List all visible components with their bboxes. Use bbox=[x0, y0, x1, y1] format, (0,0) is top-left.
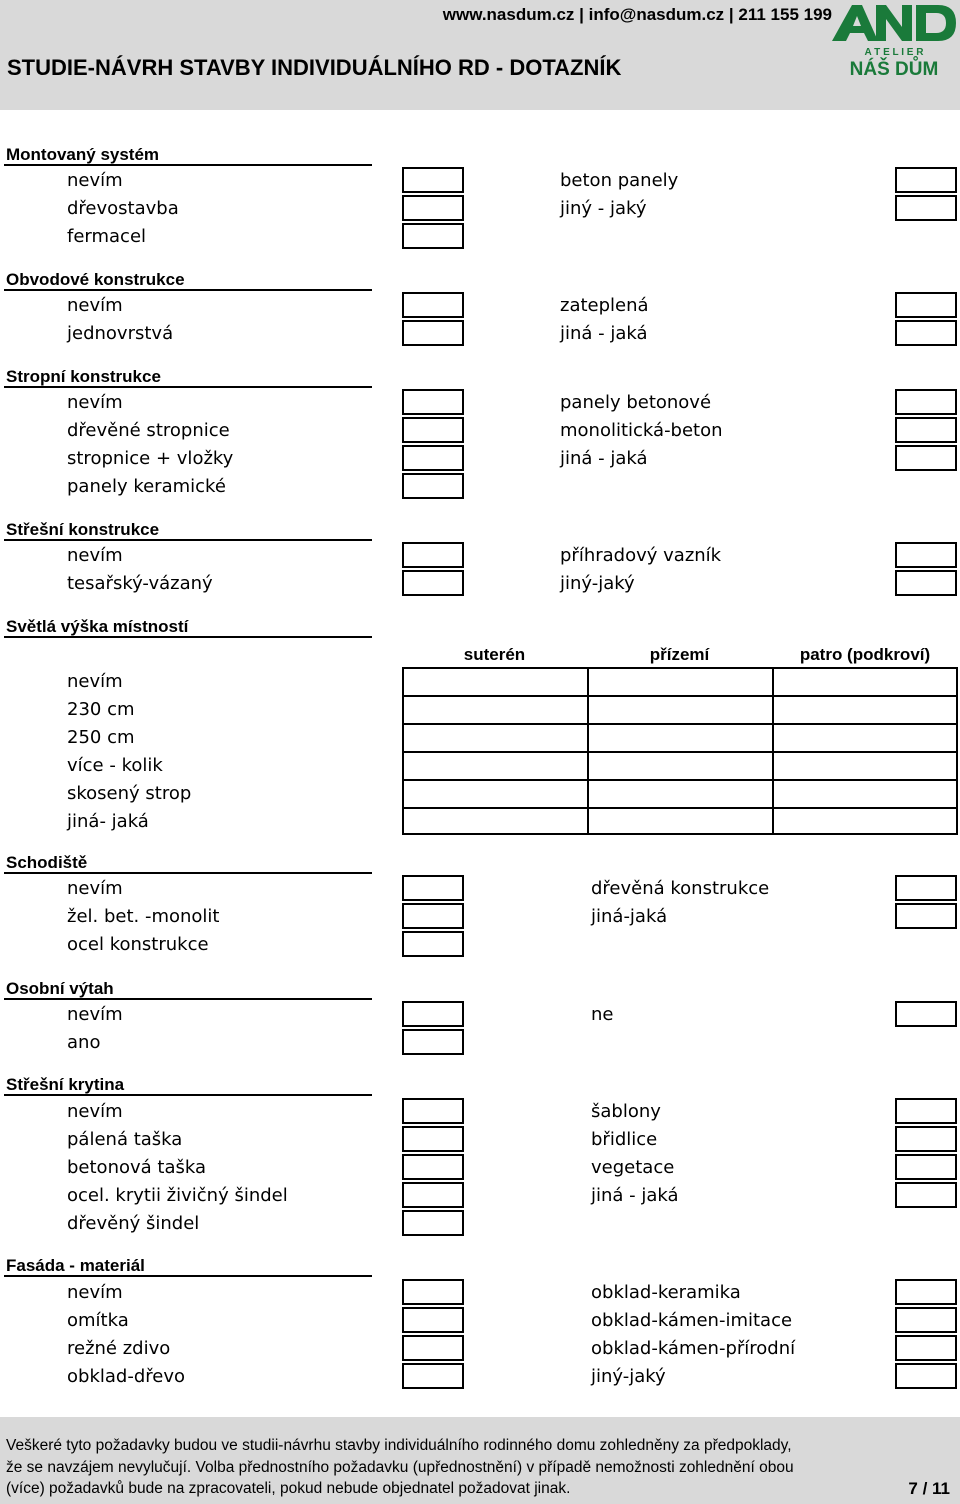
section-underline bbox=[4, 998, 372, 1000]
column-header-prizemi: přízemí bbox=[649, 645, 710, 664]
option-label: beton panely bbox=[560, 170, 679, 191]
checkbox[interactable] bbox=[895, 195, 957, 221]
checkbox[interactable] bbox=[402, 1307, 464, 1333]
section-underline bbox=[4, 164, 372, 166]
section-title-montovany: Montovaný systém bbox=[6, 145, 160, 164]
option-label: dřevěná konstrukce bbox=[591, 878, 770, 899]
option-label: šablony bbox=[591, 1101, 661, 1122]
option-label: fermacel bbox=[67, 226, 147, 247]
checkbox[interactable] bbox=[402, 445, 464, 471]
section-title-fasada: Fasáda - materiál bbox=[6, 1256, 145, 1275]
height-cell[interactable] bbox=[402, 807, 589, 835]
checkbox[interactable] bbox=[895, 1307, 957, 1333]
option-label: nevím bbox=[67, 295, 123, 316]
option-label: jiná-jaká bbox=[591, 906, 668, 927]
row-label: nevím bbox=[67, 671, 123, 692]
option-label: nevím bbox=[67, 1101, 123, 1122]
option-label: ocel. krytii živičný šindel bbox=[67, 1185, 288, 1206]
option-label: nevím bbox=[67, 545, 123, 566]
section-underline bbox=[4, 386, 372, 388]
option-label: obklad-dřevo bbox=[67, 1366, 185, 1387]
page-title: STUDIE-NÁVRH STAVBY INDIVIDUÁLNÍHO RD - DOTAZNÍK bbox=[7, 55, 622, 80]
checkbox[interactable] bbox=[402, 1029, 464, 1055]
checkbox[interactable] bbox=[402, 292, 464, 318]
row-label: více - kolik bbox=[67, 755, 163, 776]
checkbox[interactable] bbox=[895, 1154, 957, 1180]
section-title-obvodove: Obvodové konstrukce bbox=[6, 270, 185, 289]
checkbox[interactable] bbox=[895, 1126, 957, 1152]
option-label: žel. bet. -monolit bbox=[67, 906, 220, 927]
row-label: 230 cm bbox=[67, 699, 135, 720]
section-underline bbox=[4, 289, 372, 291]
option-label: nevím bbox=[67, 1282, 123, 1303]
checkbox[interactable] bbox=[895, 389, 957, 415]
height-cell[interactable] bbox=[402, 779, 589, 809]
option-label: tesařský-vázaný bbox=[67, 573, 213, 594]
footer-note-line: Veškeré tyto požadavky budou ve studii-návrhu stavby individuálního rodinného domu zohledněny za předpoklady, bbox=[6, 1437, 792, 1454]
height-cell[interactable] bbox=[587, 695, 774, 725]
section-title-schodiste: Schodiště bbox=[6, 853, 88, 872]
checkbox[interactable] bbox=[402, 1279, 464, 1305]
checkbox[interactable] bbox=[895, 1363, 957, 1389]
option-label: panely betonové bbox=[560, 392, 712, 413]
option-label: ano bbox=[67, 1032, 101, 1053]
height-cell[interactable] bbox=[402, 751, 589, 781]
section-title-vyska: Světlá výška místností bbox=[6, 617, 189, 636]
column-header-patro: patro (podkroví) bbox=[799, 645, 931, 664]
height-cell[interactable] bbox=[587, 667, 774, 697]
checkbox[interactable] bbox=[402, 903, 464, 929]
height-cell[interactable] bbox=[772, 751, 958, 781]
section-underline bbox=[4, 636, 372, 638]
height-cell[interactable] bbox=[772, 807, 958, 835]
checkbox[interactable] bbox=[402, 875, 464, 901]
checkbox[interactable] bbox=[895, 542, 957, 568]
option-label: nevím bbox=[67, 1004, 123, 1025]
option-label: panely keramické bbox=[67, 476, 226, 497]
checkbox[interactable] bbox=[895, 903, 957, 929]
option-label: jiná - jaká bbox=[560, 323, 648, 344]
checkbox[interactable] bbox=[895, 167, 957, 193]
checkbox[interactable] bbox=[402, 167, 464, 193]
checkbox[interactable] bbox=[402, 1363, 464, 1389]
option-label: pálená taška bbox=[67, 1129, 183, 1150]
option-label: jiná - jaká bbox=[591, 1185, 679, 1206]
checkbox[interactable] bbox=[402, 417, 464, 443]
option-label: omítka bbox=[67, 1310, 129, 1331]
height-cell[interactable] bbox=[772, 695, 958, 725]
checkbox[interactable] bbox=[402, 931, 464, 957]
height-cell[interactable] bbox=[587, 723, 774, 753]
checkbox[interactable] bbox=[895, 417, 957, 443]
checkbox[interactable] bbox=[402, 1335, 464, 1361]
option-label: příhradový vazník bbox=[560, 545, 722, 566]
checkbox[interactable] bbox=[402, 1210, 464, 1236]
height-cell[interactable] bbox=[402, 723, 589, 753]
footer-note-line: že se navzájem nevylučují. Volba přednostního požadavku (upřednostnění) v případě nemožnosti zohlednění obou bbox=[6, 1459, 794, 1476]
option-label: obklad-keramika bbox=[591, 1282, 741, 1303]
checkbox[interactable] bbox=[895, 1098, 957, 1124]
option-label: jiný-jaký bbox=[591, 1366, 666, 1387]
checkbox[interactable] bbox=[895, 875, 957, 901]
option-label: břidlice bbox=[591, 1129, 658, 1150]
height-cell[interactable] bbox=[772, 723, 958, 753]
checkbox[interactable] bbox=[895, 445, 957, 471]
checkbox[interactable] bbox=[402, 1098, 464, 1124]
option-label: obklad-kámen-přírodní bbox=[591, 1338, 796, 1359]
option-label: zateplená bbox=[560, 295, 649, 316]
option-label: jiný - jaký bbox=[560, 198, 647, 219]
checkbox[interactable] bbox=[402, 1126, 464, 1152]
option-label: ocel konstrukce bbox=[67, 934, 209, 955]
checkbox[interactable] bbox=[402, 542, 464, 568]
checkbox[interactable] bbox=[895, 1279, 957, 1305]
logo-nas-dum bbox=[830, 3, 958, 81]
svg-text:NÁŠ DŮM: NÁŠ DŮM bbox=[849, 59, 939, 80]
footer-note-line: (více) požadavků bude na zpracovateli, pokud nebude objednatel požadovat jinak. bbox=[6, 1480, 571, 1497]
row-label: 250 cm bbox=[67, 727, 135, 748]
section-title-stropni: Stropní konstrukce bbox=[6, 367, 161, 386]
option-label: režné zdivo bbox=[67, 1338, 171, 1359]
svg-text:A T E L I E R: A T E L I E R bbox=[864, 47, 924, 58]
checkbox[interactable] bbox=[895, 1335, 957, 1361]
height-cell[interactable] bbox=[772, 667, 958, 697]
height-cell[interactable] bbox=[402, 667, 589, 697]
option-label: dřevěný šindel bbox=[67, 1213, 200, 1234]
height-cell[interactable] bbox=[772, 779, 958, 809]
option-label: jiný-jaký bbox=[560, 573, 635, 594]
checkbox[interactable] bbox=[402, 570, 464, 596]
checkbox[interactable] bbox=[895, 570, 957, 596]
checkbox[interactable] bbox=[895, 292, 957, 318]
section-title-stresni: Střešní konstrukce bbox=[6, 520, 160, 539]
option-label: jednovrstvá bbox=[67, 323, 174, 344]
section-title-vytah: Osobní výtah bbox=[6, 979, 114, 998]
option-label: nevím bbox=[67, 170, 123, 191]
checkbox[interactable] bbox=[402, 1001, 464, 1027]
checkbox[interactable] bbox=[402, 195, 464, 221]
checkbox[interactable] bbox=[895, 1182, 957, 1208]
height-cell[interactable] bbox=[587, 807, 774, 835]
row-label: jiná- jaká bbox=[67, 811, 149, 832]
height-cell[interactable] bbox=[587, 779, 774, 809]
checkbox[interactable] bbox=[895, 320, 957, 346]
checkbox[interactable] bbox=[402, 389, 464, 415]
checkbox[interactable] bbox=[402, 1154, 464, 1180]
section-underline bbox=[4, 1094, 372, 1096]
section-underline bbox=[4, 872, 372, 874]
checkbox[interactable] bbox=[402, 1182, 464, 1208]
option-label: stropnice + vložky bbox=[67, 448, 234, 469]
height-cell[interactable] bbox=[402, 695, 589, 725]
checkbox[interactable] bbox=[402, 320, 464, 346]
option-label: ne bbox=[591, 1004, 614, 1025]
option-label: dřevěné stropnice bbox=[67, 420, 230, 441]
option-label: monolitická-beton bbox=[560, 420, 723, 441]
section-underline bbox=[4, 539, 372, 541]
option-label: betonová taška bbox=[67, 1157, 206, 1178]
section-title-krytina: Střešní krytina bbox=[6, 1075, 125, 1094]
option-label: jiná - jaká bbox=[560, 448, 648, 469]
option-label: nevím bbox=[67, 392, 123, 413]
row-label: skosený strop bbox=[67, 783, 192, 804]
checkbox[interactable] bbox=[402, 223, 464, 249]
checkbox[interactable] bbox=[402, 473, 464, 499]
checkbox[interactable] bbox=[895, 1001, 957, 1027]
height-cell[interactable] bbox=[587, 751, 774, 781]
option-label: vegetace bbox=[591, 1157, 675, 1178]
option-label: nevím bbox=[67, 878, 123, 899]
page-number: 7 / 11 bbox=[908, 1479, 950, 1498]
column-header-suteren: suterén bbox=[463, 645, 526, 664]
contact-line: www.nasdum.cz | info@nasdum.cz | 211 155 199 bbox=[442, 5, 832, 24]
section-underline bbox=[4, 1275, 372, 1277]
option-label: dřevostavba bbox=[67, 198, 179, 219]
option-label: obklad-kámen-imitace bbox=[591, 1310, 793, 1331]
